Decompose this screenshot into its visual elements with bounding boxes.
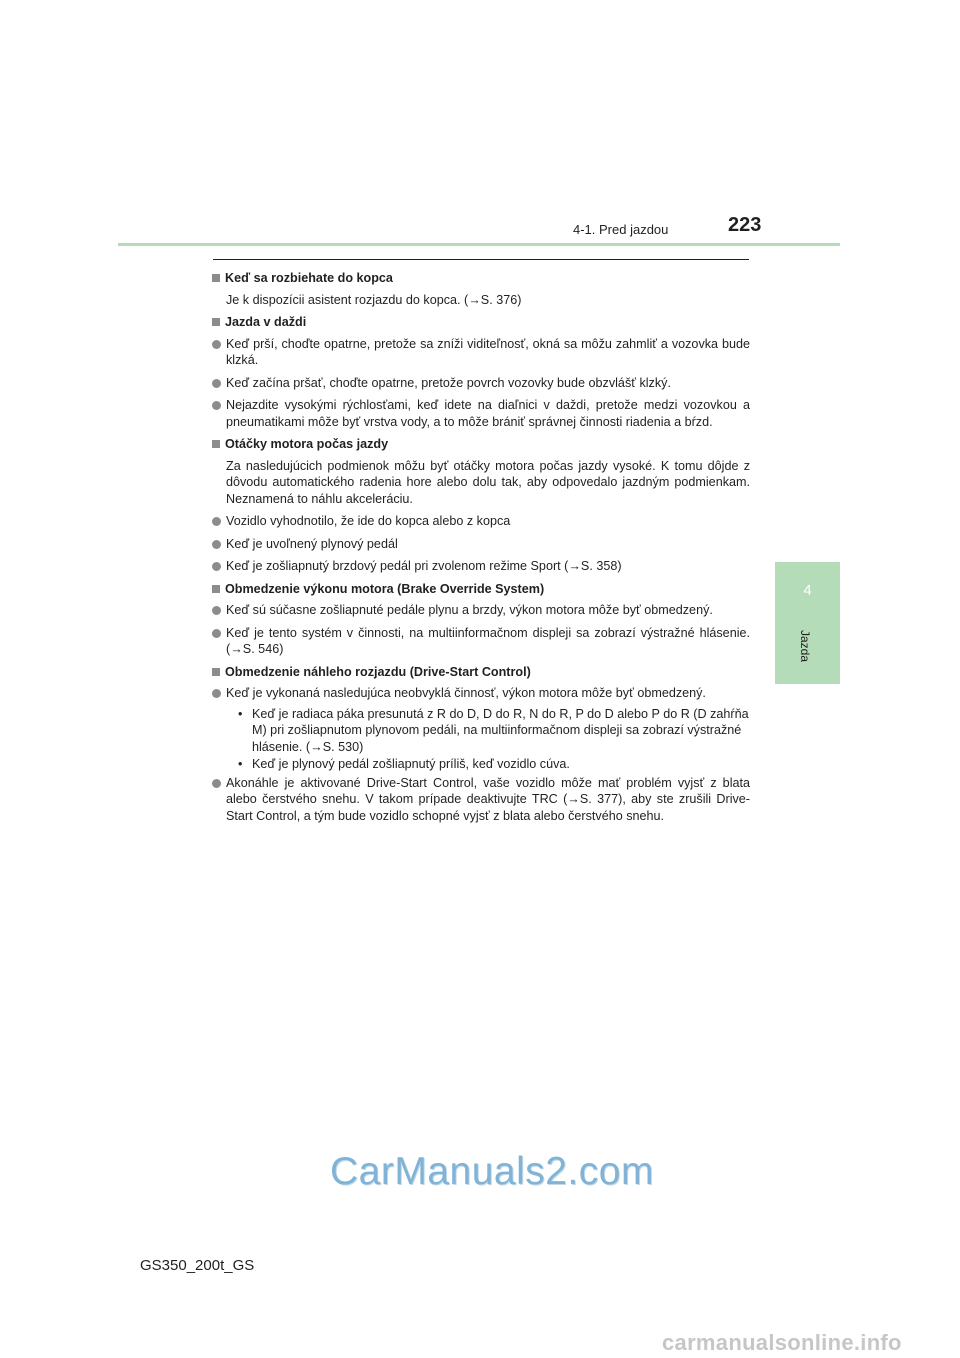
list-item xyxy=(212,685,750,702)
section-paragraph: Je k dispozícii asistent rozjazdu do kopca. (→S. 376) xyxy=(226,292,522,307)
page-content xyxy=(212,270,750,830)
list-item xyxy=(212,375,750,392)
header-rule xyxy=(118,243,840,246)
circle-bullet-icon xyxy=(212,517,221,526)
footer-site-watermark: carmanualsonline.info xyxy=(662,1330,902,1355)
list-item xyxy=(212,397,750,430)
circle-bullet-icon xyxy=(212,540,221,549)
circle-bullet-icon xyxy=(212,340,221,349)
page-number: 223 xyxy=(728,214,762,236)
list-item-text: Keď sú súčasne zošliapnuté pedále plynu a brzdy, výkon motora môže byť obmedzený. xyxy=(226,603,713,617)
chapter-number: 4 xyxy=(803,582,812,599)
list-item-text: Keď je uvoľnený plynový pedál xyxy=(226,536,398,551)
square-bullet-icon xyxy=(212,318,220,326)
chapter-label xyxy=(790,630,826,670)
small-dot-icon: • xyxy=(238,757,243,771)
square-bullet-icon xyxy=(212,668,220,676)
sub-list-item-text: Keď je plynový pedál zošliapnutý príliš, keď vozidlo cúva. xyxy=(252,757,570,771)
section-heading xyxy=(212,581,750,598)
circle-bullet-icon xyxy=(212,629,221,638)
list-item xyxy=(212,336,750,369)
list-item-text: Akonáhle je aktivované Drive-Start Control, vaše vozidlo môže mať problém vyjsť z blata alebo čerstvého snehu. V takom prípade deaktivujte TRC (→S. 377), aby ste zrušili Drive-Start Control, a tým bude vozidlo schopné vyjsť z blata alebo čerstvého snehu. xyxy=(226,775,750,823)
square-bullet-icon xyxy=(212,585,220,593)
circle-bullet-icon xyxy=(212,689,221,698)
section-heading-text: Keď sa rozbiehate do kopca xyxy=(225,271,393,285)
list-item xyxy=(212,775,750,825)
list-item xyxy=(212,536,750,553)
chapter-label-text: Jazda xyxy=(798,630,812,663)
section-heading-text: Obmedzenie výkonu motora (Brake Override System) xyxy=(225,581,545,596)
section-heading xyxy=(212,270,750,287)
section-heading xyxy=(212,314,750,331)
sub-list-item xyxy=(238,706,750,756)
list-item-text: Keď prší, choďte opatrne, pretože sa zníži viditeľnosť, okná sa môžu zahmliť a vozovka bude klzká. xyxy=(226,336,750,367)
section-heading-text: Obmedzenie náhleho rozjazdu (Drive-Start Control) xyxy=(225,664,531,679)
sub-list-item xyxy=(238,756,750,773)
list-item-text: Nejazdite vysokými rýchlosťami, keď idete na diaľnici v daždi, pretože medzi vozovkou a pneumatikami môže byť vrstva vody, a to môže brániť správnej činnosti riadenia a bŕzd. xyxy=(226,398,750,429)
section-heading-text: Otáčky motora počas jazdy xyxy=(225,437,389,451)
circle-bullet-icon xyxy=(212,606,221,615)
list-item-text: Vozidlo vyhodnotilo, že ide do kopca alebo z kopca xyxy=(226,514,511,528)
list-item-text: Keď je vykonaná nasledujúca neobvyklá činnosť, výkon motora môže byť obmedzený. xyxy=(226,686,706,700)
circle-bullet-icon xyxy=(212,379,221,388)
model-code: GS350_200t_GS xyxy=(140,1257,255,1274)
square-bullet-icon xyxy=(212,440,220,448)
list-item xyxy=(212,602,750,619)
section-heading xyxy=(212,436,750,453)
section-heading xyxy=(212,664,750,681)
circle-bullet-icon xyxy=(212,779,221,788)
watermark-logo: CarManuals2.com xyxy=(330,1150,654,1193)
section-title: 4-1. Pred jazdou xyxy=(573,222,669,237)
list-item xyxy=(212,513,750,530)
section-heading-text: Jazda v daždi xyxy=(225,315,307,329)
list-item-text: Keď začína pršať, choďte opatrne, pretože povrch vozovky bude obzvlášť klzký. xyxy=(226,375,671,390)
list-item xyxy=(212,625,750,658)
sub-list-item-text: Keď je radiaca páka presunutá z R do D, D do R, N do R, P do D alebo P do R (D zahŕňa M) pri zošliapnutom plynovom pedáli, na multiinformačnom displeji sa zobrazí výstražné hlásenie. (→S. 530) xyxy=(252,706,749,754)
list-item-text: Keď je zošliapnutý brzdový pedál pri zvolenom režime Sport (→S. 358) xyxy=(226,559,622,573)
square-bullet-icon xyxy=(212,274,220,282)
sub-list xyxy=(238,706,750,773)
content-rule xyxy=(213,259,749,260)
circle-bullet-icon xyxy=(212,562,221,571)
circle-bullet-icon xyxy=(212,401,221,410)
section-paragraph: Za nasledujúcich podmienok môžu byť otáčky motora počas jazdy vysoké. K tomu dôjde z dôvodu automatického radenia hore alebo dolu tak, aby odpovedalo jazdným podmienkam. Neznamená to náhlu akceleráciu. xyxy=(226,458,750,506)
list-item xyxy=(212,558,750,575)
small-dot-icon: • xyxy=(238,706,243,721)
list-item-text: Keď je tento systém v činnosti, na multiinformačnom displeji sa zobrazí výstražné hlásenie. (→S. 546) xyxy=(226,625,750,656)
